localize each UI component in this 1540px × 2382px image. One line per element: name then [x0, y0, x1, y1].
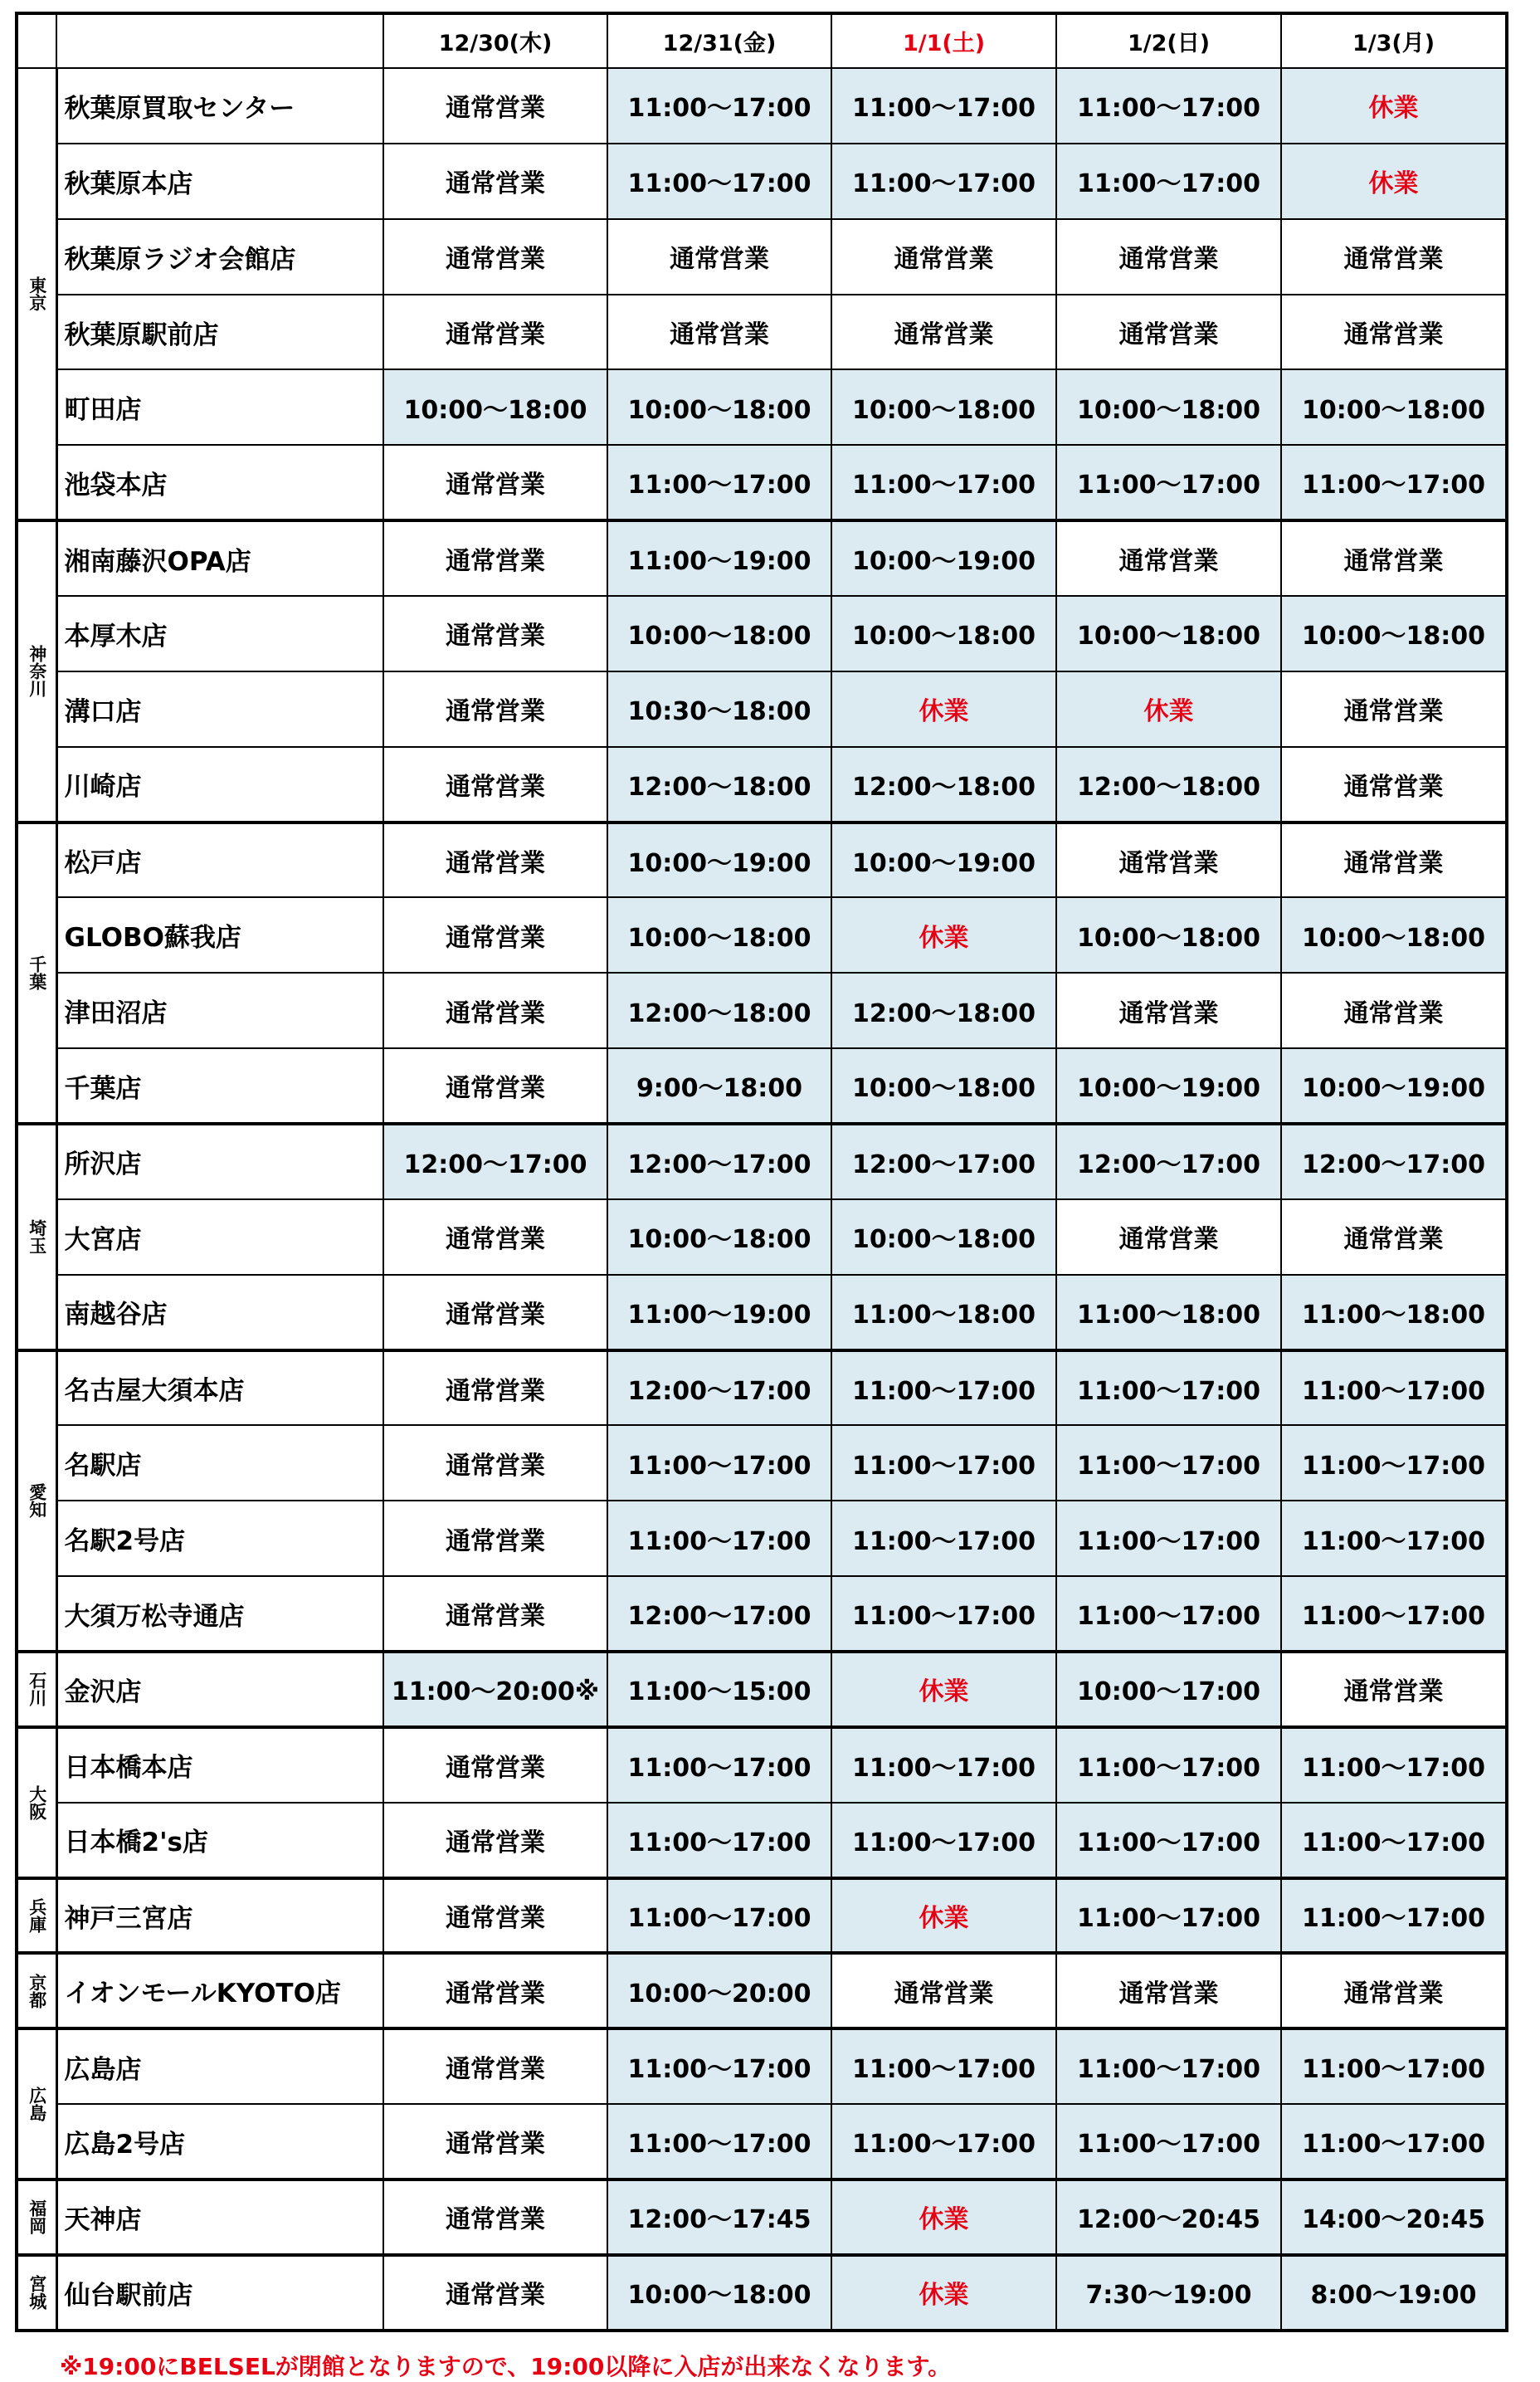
hours-cell: 10:00〜17:00: [1056, 1652, 1281, 1727]
hours-cell: 11:00〜17:00: [1056, 1501, 1281, 1576]
hours-cell: 14:00〜20:45: [1281, 2179, 1507, 2255]
store-name: 神戸三宮店: [56, 1878, 383, 1954]
store-row: [17, 1803, 1507, 1878]
hours-cell: 11:00〜17:00: [1281, 1803, 1507, 1878]
store-name: 広島2号店: [56, 2104, 383, 2179]
header-date: 1/3(月): [1281, 13, 1507, 68]
hours-cell: 11:00〜17:00: [1281, 1501, 1507, 1576]
hours-cell: 12:00〜17:00: [1281, 1124, 1507, 1199]
hours-cell: 通常営業: [383, 671, 607, 747]
hours-cell: 通常営業: [1056, 973, 1281, 1048]
store-name: 日本橋本店: [56, 1727, 383, 1803]
hours-cell: 通常営業: [383, 520, 607, 596]
hours-cell: 11:00〜17:00: [607, 445, 831, 520]
hours-cell: 11:00〜17:00: [831, 1576, 1056, 1652]
hours-cell: 休業: [1281, 144, 1507, 219]
hours-cell: 通常営業: [383, 1425, 607, 1501]
hours-cell: 休業: [831, 1652, 1056, 1727]
hours-cell: 通常営業: [383, 219, 607, 295]
region-label: 埼玉: [17, 1124, 56, 1350]
hours-cell: 11:00〜17:00: [1281, 1425, 1507, 1501]
store-name: 川崎店: [56, 747, 383, 822]
hours-cell: 12:00〜18:00: [1056, 747, 1281, 822]
hours-cell: 12:00〜18:00: [607, 973, 831, 1048]
store-row: [17, 1425, 1507, 1501]
hours-cell: 通常営業: [607, 219, 831, 295]
hours-cell: 通常営業: [1056, 1199, 1281, 1275]
header-blank-store: [56, 13, 383, 68]
hours-cell: 11:00〜17:00: [607, 68, 831, 144]
hours-cell: 11:00〜17:00: [1281, 1576, 1507, 1652]
hours-cell: 通常営業: [383, 445, 607, 520]
store-name: 名駅店: [56, 1425, 383, 1501]
hours-cell: 11:00〜17:00: [1281, 2104, 1507, 2179]
hours-cell: 12:00〜18:00: [607, 747, 831, 822]
store-row: [17, 1199, 1507, 1275]
region-label: 兵庫: [17, 1878, 56, 1954]
hours-cell: 通常営業: [383, 1275, 607, 1350]
store-row: [17, 671, 1507, 747]
store-row: [17, 1576, 1507, 1652]
hours-cell: 10:00〜18:00: [607, 897, 831, 973]
store-row: [17, 2179, 1507, 2255]
hours-cell: 10:00〜18:00: [1281, 369, 1507, 445]
region-label: 愛知: [17, 1350, 56, 1652]
hours-cell: 通常営業: [383, 295, 607, 370]
hours-cell: 11:00〜17:00: [831, 1727, 1056, 1803]
holiday-hours-table: [15, 12, 1508, 2332]
hours-cell: 10:00〜18:00: [1281, 596, 1507, 671]
hours-cell: 通常営業: [383, 1199, 607, 1275]
hours-cell: 12:00〜20:45: [1056, 2179, 1281, 2255]
region-label: 神奈川: [17, 520, 56, 822]
header-date: 12/31(金): [607, 13, 831, 68]
store-name: 松戸店: [56, 822, 383, 898]
hours-cell: 通常営業: [383, 68, 607, 144]
region-label: 石川: [17, 1652, 56, 1727]
hours-cell: 12:00〜18:00: [831, 747, 1056, 822]
store-row: [17, 219, 1507, 295]
hours-cell: 通常営業: [383, 1953, 607, 2028]
store-name: 名駅2号店: [56, 1501, 383, 1576]
hours-cell: 12:00〜17:45: [607, 2179, 831, 2255]
hours-cell: 通常営業: [831, 295, 1056, 370]
hours-cell: 10:00〜19:00: [1056, 1048, 1281, 1124]
store-row: [17, 520, 1507, 596]
hours-cell: 通常営業: [383, 897, 607, 973]
header-date: 1/2(日): [1056, 13, 1281, 68]
hours-cell: 11:00〜17:00: [1056, 2028, 1281, 2104]
store-name: 秋葉原本店: [56, 144, 383, 219]
hours-cell: 10:00〜18:00: [1056, 897, 1281, 973]
region-label: 千葉: [17, 822, 56, 1124]
hours-cell: 10:00〜18:00: [831, 596, 1056, 671]
hours-cell: 11:00〜17:00: [1056, 1803, 1281, 1878]
hours-cell: 休業: [831, 1878, 1056, 1954]
hours-cell: 通常営業: [1281, 295, 1507, 370]
hours-cell: 12:00〜17:00: [607, 1350, 831, 1426]
hours-cell: 通常営業: [383, 1501, 607, 1576]
hours-cell: 12:00〜17:00: [383, 1124, 607, 1199]
hours-cell: 11:00〜17:00: [1056, 1576, 1281, 1652]
hours-cell: 11:00〜19:00: [607, 520, 831, 596]
hours-cell: 9:00〜18:00: [607, 1048, 831, 1124]
hours-cell: 通常営業: [1281, 520, 1507, 596]
hours-cell: 通常営業: [1281, 219, 1507, 295]
hours-cell: 通常営業: [1056, 219, 1281, 295]
store-row: [17, 822, 1507, 898]
store-row: [17, 1124, 1507, 1199]
store-name: イオンモールKYOTO店: [56, 1953, 383, 2028]
store-name: 南越谷店: [56, 1275, 383, 1350]
store-row: [17, 2255, 1507, 2331]
hours-cell: 通常営業: [383, 822, 607, 898]
store-name: 本厚木店: [56, 596, 383, 671]
hours-cell: 11:00〜17:00: [831, 1425, 1056, 1501]
store-row: [17, 144, 1507, 219]
hours-cell: 11:00〜17:00: [607, 2104, 831, 2179]
store-name: 天神店: [56, 2179, 383, 2255]
store-row: [17, 1275, 1507, 1350]
hours-cell: 通常営業: [1056, 822, 1281, 898]
hours-cell: 通常営業: [1056, 1953, 1281, 2028]
store-name: 所沢店: [56, 1124, 383, 1199]
hours-cell: 10:00〜18:00: [607, 596, 831, 671]
store-name: 千葉店: [56, 1048, 383, 1124]
header-blank-region: [17, 13, 56, 68]
store-row: [17, 596, 1507, 671]
hours-cell: 10:00〜18:00: [831, 1048, 1056, 1124]
hours-cell: 休業: [1281, 68, 1507, 144]
region-label: 宮城: [17, 2255, 56, 2331]
hours-cell: 11:00〜17:00: [831, 1803, 1056, 1878]
hours-cell: 11:00〜17:00: [607, 1425, 831, 1501]
hours-cell: 通常営業: [383, 1350, 607, 1426]
store-row: [17, 445, 1507, 520]
hours-cell: 11:00〜18:00: [1056, 1275, 1281, 1350]
hours-cell: 11:00〜17:00: [607, 1727, 831, 1803]
hours-cell: 12:00〜17:00: [607, 1576, 831, 1652]
hours-cell: 通常営業: [1281, 1652, 1507, 1727]
store-name: 広島店: [56, 2028, 383, 2104]
store-name: 津田沼店: [56, 973, 383, 1048]
store-name: 町田店: [56, 369, 383, 445]
region-label: 広島: [17, 2028, 56, 2179]
hours-cell: 休業: [831, 671, 1056, 747]
hours-cell: 通常営業: [383, 1803, 607, 1878]
hours-cell: 10:00〜18:00: [1056, 369, 1281, 445]
hours-cell: 10:00〜18:00: [1056, 596, 1281, 671]
hours-cell: 通常営業: [1056, 295, 1281, 370]
store-row: [17, 747, 1507, 822]
hours-cell: 通常営業: [1281, 1953, 1507, 2028]
hours-cell: 休業: [831, 897, 1056, 973]
store-name: 秋葉原ラジオ会館店: [56, 219, 383, 295]
hours-cell: 11:00〜17:00: [1056, 68, 1281, 144]
hours-cell: 10:00〜19:00: [831, 520, 1056, 596]
store-name: 仙台駅前店: [56, 2255, 383, 2331]
hours-cell: 10:00〜18:00: [607, 2255, 831, 2331]
hours-cell: 10:00〜20:00: [607, 1953, 831, 2028]
hours-cell: 11:00〜18:00: [1281, 1275, 1507, 1350]
hours-cell: 11:00〜17:00: [1056, 1425, 1281, 1501]
hours-cell: 通常営業: [383, 1576, 607, 1652]
hours-cell: 11:00〜17:00: [607, 144, 831, 219]
region-label: 東京: [17, 68, 56, 520]
store-row: [17, 369, 1507, 445]
hours-cell: 通常営業: [1281, 973, 1507, 1048]
hours-cell: 通常営業: [383, 2028, 607, 2104]
hours-cell: 11:00〜17:00: [607, 1803, 831, 1878]
store-name: 名古屋大須本店: [56, 1350, 383, 1426]
store-row: [17, 2104, 1507, 2179]
region-label: 大阪: [17, 1727, 56, 1878]
store-name: GLOBO蘇我店: [56, 897, 383, 973]
hours-cell: 10:30〜18:00: [607, 671, 831, 747]
hours-cell: 11:00〜17:00: [1056, 2104, 1281, 2179]
hours-cell: 10:00〜18:00: [607, 369, 831, 445]
hours-cell: 通常営業: [383, 747, 607, 822]
hours-cell: 11:00〜19:00: [607, 1275, 831, 1350]
hours-cell: 通常営業: [1281, 1199, 1507, 1275]
store-row: [17, 68, 1507, 144]
hours-cell: 10:00〜19:00: [607, 822, 831, 898]
hours-cell: 10:00〜19:00: [1281, 1048, 1507, 1124]
hours-cell: 11:00〜17:00: [1056, 445, 1281, 520]
region-label: 福岡: [17, 2179, 56, 2255]
region-label: 京都: [17, 1953, 56, 2028]
store-row: [17, 1048, 1507, 1124]
hours-cell: 10:00〜18:00: [1281, 897, 1507, 973]
hours-cell: 11:00〜17:00: [1281, 1727, 1507, 1803]
hours-cell: 7:30〜19:00: [1056, 2255, 1281, 2331]
hours-cell: 通常営業: [383, 144, 607, 219]
hours-cell: 通常営業: [831, 219, 1056, 295]
store-row: [17, 1878, 1507, 1954]
store-name: 日本橋2's店: [56, 1803, 383, 1878]
hours-cell: 11:00〜17:00: [1281, 1878, 1507, 1954]
hours-cell: 通常営業: [383, 2104, 607, 2179]
hours-cell: 12:00〜17:00: [607, 1124, 831, 1199]
hours-cell: 8:00〜19:00: [1281, 2255, 1507, 2331]
hours-cell: 11:00〜17:00: [607, 1501, 831, 1576]
hours-cell: 12:00〜17:00: [1056, 1124, 1281, 1199]
store-row: [17, 1652, 1507, 1727]
store-name: 池袋本店: [56, 445, 383, 520]
hours-cell: 10:00〜18:00: [607, 1199, 831, 1275]
hours-cell: 通常営業: [607, 295, 831, 370]
hours-cell: 11:00〜17:00: [607, 1878, 831, 1954]
hours-cell: 休業: [831, 2255, 1056, 2331]
hours-cell: 10:00〜19:00: [831, 822, 1056, 898]
hours-cell: 11:00〜17:00: [1056, 1350, 1281, 1426]
hours-cell: 11:00〜17:00: [1281, 445, 1507, 520]
footnote: ※19:00にBELSELが閉館となりますので、19:00以降に入店が出来なくなります。: [60, 2353, 952, 2380]
hours-cell: 11:00〜17:00: [831, 144, 1056, 219]
store-row: [17, 973, 1507, 1048]
hours-cell: 11:00〜17:00: [831, 1501, 1056, 1576]
hours-cell: 11:00〜17:00: [831, 2028, 1056, 2104]
hours-cell: 11:00〜17:00: [1281, 2028, 1507, 2104]
store-row: [17, 1350, 1507, 1426]
hours-cell: 通常営業: [831, 1953, 1056, 2028]
hours-cell: 通常営業: [1281, 747, 1507, 822]
hours-cell: 11:00〜17:00: [831, 68, 1056, 144]
hours-cell: 通常営業: [383, 2179, 607, 2255]
hours-cell: 11:00〜17:00: [831, 1350, 1056, 1426]
store-name: 秋葉原買取センター: [56, 68, 383, 144]
hours-cell: 通常営業: [383, 1878, 607, 1954]
store-name: 秋葉原駅前店: [56, 295, 383, 370]
store-name: 溝口店: [56, 671, 383, 747]
hours-cell: 通常営業: [383, 1727, 607, 1803]
store-name: 湘南藤沢OPA店: [56, 520, 383, 596]
hours-cell: 11:00〜17:00: [1056, 144, 1281, 219]
store-row: [17, 1501, 1507, 1576]
hours-cell: 通常営業: [1056, 520, 1281, 596]
hours-cell: 10:00〜18:00: [831, 1199, 1056, 1275]
store-name: 金沢店: [56, 1652, 383, 1727]
hours-cell: 通常営業: [1281, 671, 1507, 747]
store-name: 大須万松寺通店: [56, 1576, 383, 1652]
schedule-body: [17, 68, 1507, 2331]
header-date: 1/1(土): [831, 13, 1056, 68]
header-date: 12/30(木): [383, 13, 607, 68]
hours-cell: 11:00〜17:00: [607, 2028, 831, 2104]
store-row: [17, 295, 1507, 370]
hours-cell: 11:00〜17:00: [1056, 1878, 1281, 1954]
hours-cell: 11:00〜17:00: [831, 445, 1056, 520]
hours-cell: 12:00〜18:00: [831, 973, 1056, 1048]
store-row: [17, 1953, 1507, 2028]
store-row: [17, 1727, 1507, 1803]
hours-cell: 通常営業: [383, 973, 607, 1048]
hours-cell: 通常営業: [383, 2255, 607, 2331]
store-row: [17, 2028, 1507, 2104]
hours-cell: 11:00〜18:00: [831, 1275, 1056, 1350]
hours-cell: 11:00〜17:00: [1281, 1350, 1507, 1426]
hours-cell: 10:00〜18:00: [831, 369, 1056, 445]
header-row: [17, 13, 1507, 68]
hours-cell: 休業: [831, 2179, 1056, 2255]
hours-cell: 11:00〜17:00: [831, 2104, 1056, 2179]
hours-cell: 11:00〜20:00※: [383, 1652, 607, 1727]
hours-cell: 休業: [1056, 671, 1281, 747]
hours-cell: 11:00〜15:00: [607, 1652, 831, 1727]
store-row: [17, 897, 1507, 973]
store-name: 大宮店: [56, 1199, 383, 1275]
hours-cell: 通常営業: [383, 596, 607, 671]
hours-cell: 11:00〜17:00: [1056, 1727, 1281, 1803]
hours-cell: 通常営業: [383, 1048, 607, 1124]
hours-cell: 通常営業: [1281, 822, 1507, 898]
hours-cell: 10:00〜18:00: [383, 369, 607, 445]
hours-cell: 12:00〜17:00: [831, 1124, 1056, 1199]
